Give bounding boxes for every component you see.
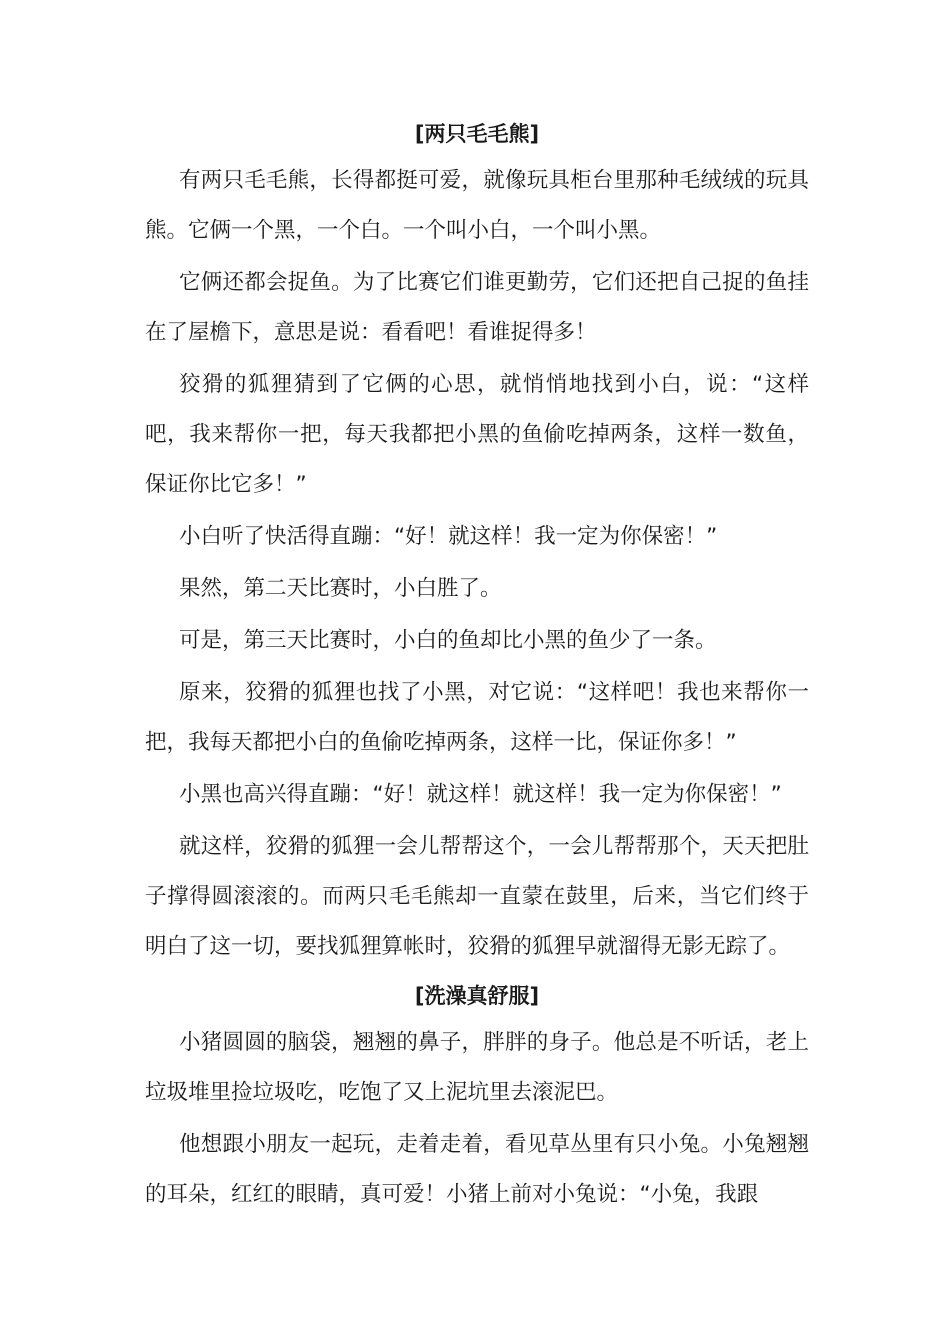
paragraph: 果然，第二天比赛时，小白胜了。 <box>179 576 502 601</box>
document-page <box>145 112 809 1222</box>
paragraph: 有两只毛毛熊，长得都挺可爱，就像玩具柜台里那种毛绒绒的玩具熊。它俩一个黑，一个白。一个叫小白，一个叫小黑。 <box>145 168 809 243</box>
paragraph: 狡猾的狐狸猜到了它俩的心思，就悄悄地找到小白，说：“这样吧，我来帮你一把，每天我都把小黑的鱼偷吃掉两条，这样一数鱼，保证你比它多！” <box>145 372 809 497</box>
story-bath <box>145 974 809 1220</box>
paragraph: 它俩还都会捉鱼。为了比赛它们谁更勤劳，它们还把自己捉的鱼挂在了屋檐下，意思是说：看看吧！看谁捉得多！ <box>145 270 809 345</box>
story-two-bears <box>145 112 809 972</box>
paragraph: 原来，狡猾的狐狸也找了小黑，对它说：“这样吧！我也来帮你一把，我每天都把小白的鱼偷吃掉两条，这样一比，保证你多！” <box>145 680 809 755</box>
story-title: [洗澡真舒服] <box>414 984 540 1008</box>
paragraph: 小白听了快活得直蹦：“好！就这样！我一定为你保密！” <box>179 524 718 549</box>
paragraph: 小黑也高兴得直蹦：“好！就这样！就这样！我一定为你保密！” <box>179 782 782 807</box>
paragraph: 他想跟小朋友一起玩，走着走着，看见草丛里有只小兔。小兔翘翘的耳朵，红红的眼睛，真可爱！小猪上前对小兔说：“小兔，我跟 <box>145 1132 809 1207</box>
paragraph: 可是，第三天比赛时，小白的鱼却比小黑的鱼少了一条。 <box>179 628 717 653</box>
paragraph: 就这样，狡猾的狐狸一会儿帮帮这个，一会儿帮帮那个，天天把肚子撑得圆滚滚的。而两只毛毛熊却一直蒙在鼓里，后来，当它们终于明白了这一切，要找狐狸算帐时，狡猾的狐狸早就溜得无影无踪了。 <box>145 834 809 959</box>
story-title: [两只毛毛熊] <box>414 122 540 146</box>
paragraph: 小猪圆圆的脑袋，翘翘的鼻子，胖胖的身子。他总是不听话，老上垃圾堆里捡垃圾吃，吃饱了又上泥坑里去滚泥巴。 <box>145 1030 809 1105</box>
